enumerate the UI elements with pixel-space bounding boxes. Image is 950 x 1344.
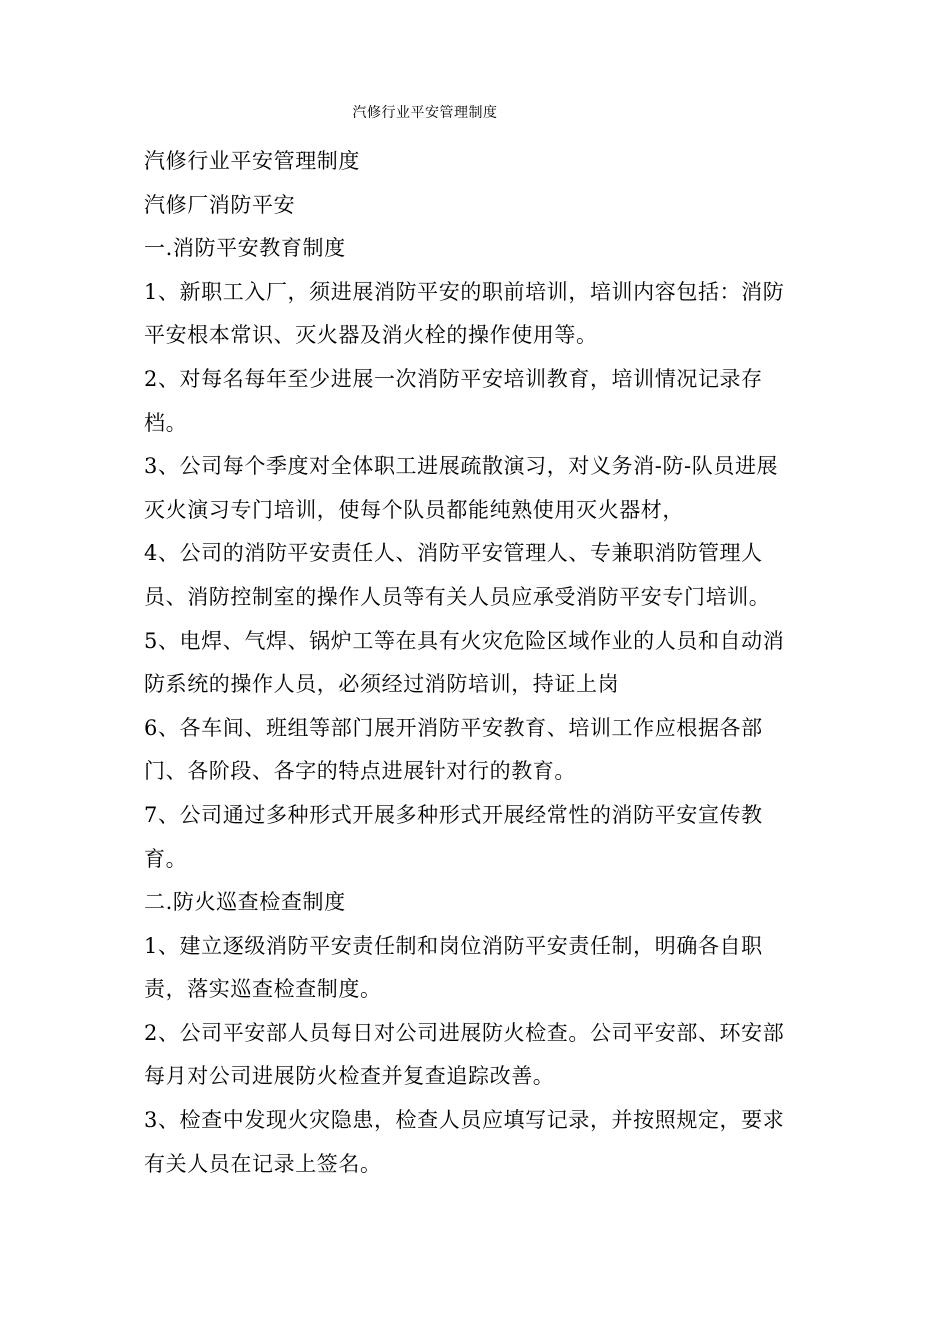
paragraph-line: 1、建立逐级消防平安责任制和岗位消防平安责任制，明确各自职 — [144, 933, 763, 958]
document-title: 汽修行业平安管理制度 — [144, 149, 360, 173]
paragraph-line: 有关人员在记录上签名。 — [144, 1151, 382, 1176]
paragraph-line: 6、各车间、班组等部门展开消防平安教育、培训工作应根据各部 — [144, 715, 763, 740]
paragraph-line: 防系统的操作人员，必须经过消防培训，持证上岗 — [144, 672, 620, 697]
paragraph-line: 平安根本常识、灭火器及消火栓的操作使用等。 — [144, 323, 598, 348]
section-heading-2: 二.防火巡查检查制度 — [144, 890, 346, 915]
paragraph-line: 2、公司平安部人员每日对公司进展防火检查。公司平安部、环安部 — [144, 1020, 785, 1045]
section-subtitle: 汽修厂消防平安 — [144, 192, 296, 217]
document-body — [144, 140, 812, 1186]
paragraph-line: 责，落实巡查检查制度。 — [144, 977, 382, 1002]
paragraph-line: 5、电焊、气焊、锅炉工等在具有火灾危险区域作业的人员和自动消 — [144, 628, 785, 653]
paragraph-line: 4、公司的消防平安责任人、消防平安管理人、专兼职消防管理人 — [144, 541, 763, 566]
paragraph-line: 灭火演习专门培训，使每个队员都能纯熟使用灭火器材， — [144, 497, 684, 522]
paragraph-line: 每月对公司进展防火检查并复查追踪改善。 — [144, 1064, 555, 1089]
section-heading-1: 一.消防平安教育制度 — [144, 236, 346, 261]
paragraph-line: 育。 — [144, 846, 188, 871]
paragraph-line: 3、公司每个季度对全体职工进展疏散演习，对义务消-防-队员进展 — [144, 454, 779, 479]
paragraph-line: 2、对每名每年至少进展一次消防平安培训教育，培训情况记录存 — [144, 366, 763, 391]
running-header: 汽修行业平安管理制度 — [352, 105, 498, 121]
paragraph-line: 门、各阶段、各字的特点进展针对行的教育。 — [144, 759, 576, 784]
paragraph-line: 3、检查中发现火灾隐患，检查人员应填写记录，并按照规定，要求 — [144, 1108, 785, 1133]
paragraph-line: 1、新职工入厂，须进展消防平安的职前培训，培训内容包括：消防 — [144, 279, 785, 304]
paragraph-line: 档。 — [144, 410, 188, 435]
paragraph-line: 7、公司通过多种形式开展多种形式开展经常性的消防平安宣传教 — [144, 802, 763, 827]
paragraph-line: 员、消防控制室的操作人员等有关人员应承受消防平安专门培训。 — [144, 584, 771, 609]
